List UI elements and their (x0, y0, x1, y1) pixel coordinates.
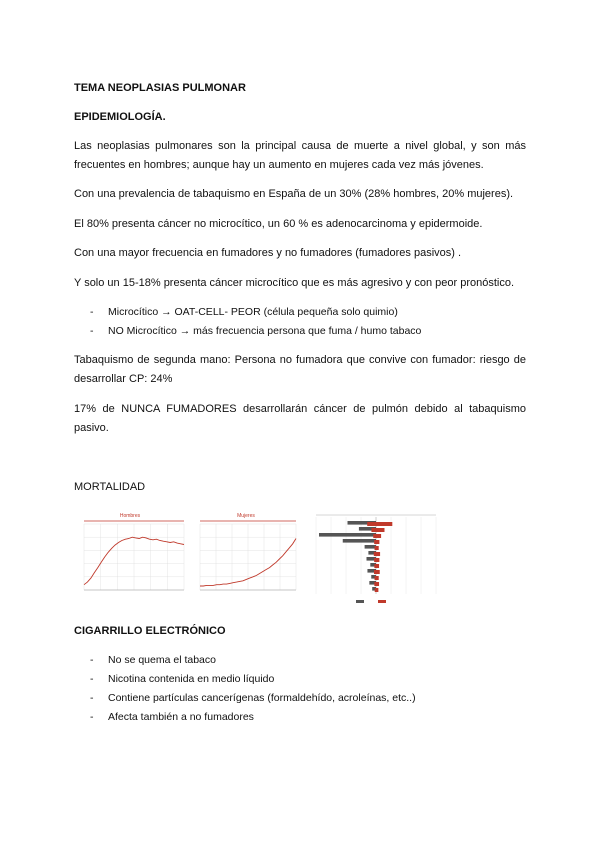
doc-title: TEMA NEOPLASIAS PULMONAR (74, 82, 246, 94)
bar-chart-bars (319, 521, 392, 592)
paragraph-intro: Las neoplasias pulmonares son la principal causa de muerte a nivel global, y son más frecuentes en hombres; aunque hay un aumento en mujeres cada vez más jóvenes. (74, 140, 526, 171)
list-dash: - (90, 673, 94, 685)
bar-red (374, 564, 379, 568)
list-item-text: NO Microcítico → más frecuencia persona que fuma / humo tabaco (108, 325, 422, 337)
bar-red (375, 576, 379, 580)
paragraph-non-small-cell: El 80% presenta cáncer no microcítico, un 60 % es adenocarcinoma y epidermoide. (74, 218, 483, 230)
list-item-text: Microcítico → OAT-CELL- PEOR (célula pequeña solo quimio) (108, 306, 398, 318)
women-chart-title: Mujeres (237, 513, 255, 519)
mortality-heading: MORTALIDAD (74, 481, 146, 493)
paragraph-second-hand: Tabaquismo de segunda mano: Persona no fumadora que convive con fumador: riesgo de desarrollar CP: 24% (74, 354, 526, 385)
list-item-text: No se quema el tabaco (108, 654, 216, 666)
list-item-text: Contiene partículas cancerígenas (formaldehído, acroleínas, etc..) (108, 692, 416, 704)
list-item-text: Nicotina contenida en medio líquido (108, 673, 275, 685)
list-dash: - (90, 692, 94, 704)
paragraph-smokers: Con una mayor frecuencia en fumadores y no fumadores (fumadores pasivos) . (74, 247, 462, 259)
men-mortality-chart (72, 510, 188, 602)
bar-red (371, 528, 384, 532)
bar-red (374, 570, 380, 574)
list-item (90, 708, 254, 726)
legend-swatch-dark (356, 600, 364, 603)
list-item-text: Afecta también a no fumadores (108, 711, 254, 723)
bar-red (374, 582, 379, 586)
legend-swatch-red (378, 600, 386, 603)
list-item (90, 689, 416, 707)
epidemiology-heading: EPIDEMIOLOGÍA. (74, 111, 166, 123)
women-mortality-chart (192, 510, 300, 602)
list-item (90, 303, 398, 321)
list-dash: - (90, 325, 94, 337)
list-item (90, 322, 421, 340)
list-item (90, 651, 216, 669)
paragraph-prevalence: Con una prevalencia de tabaquismo en España de un 30% (28% hombres, 20% mujeres). (74, 188, 514, 200)
list-dash: - (90, 654, 94, 666)
paragraph-never-smokers: 17% de NUNCA FUMADORES desarrollarán cáncer de pulmón debido al tabaquismo pasivo. (74, 403, 526, 434)
bar-red (375, 588, 379, 592)
paragraph-small-cell: Y solo un 15-18% presenta cáncer microcítico que es más agresivo y con peor pronóstico. (74, 277, 515, 289)
bar-red (374, 552, 380, 556)
men-chart-grid (84, 524, 184, 590)
bar-red (374, 558, 379, 562)
men-chart-title: Hombres (119, 513, 141, 519)
bar-dark (319, 533, 376, 537)
list-item (90, 670, 274, 688)
bar-dark (365, 545, 376, 549)
bar-red (367, 522, 392, 526)
diverging-bar-chart (306, 508, 440, 606)
bar-dark (343, 539, 376, 543)
e-cigarette-heading: CIGARRILLO ELECTRÓNICO (74, 625, 226, 637)
list-dash: - (90, 711, 94, 723)
bar-red (373, 534, 381, 538)
bar-red (374, 540, 379, 544)
list-dash: - (90, 306, 94, 318)
bar-red (375, 546, 379, 550)
